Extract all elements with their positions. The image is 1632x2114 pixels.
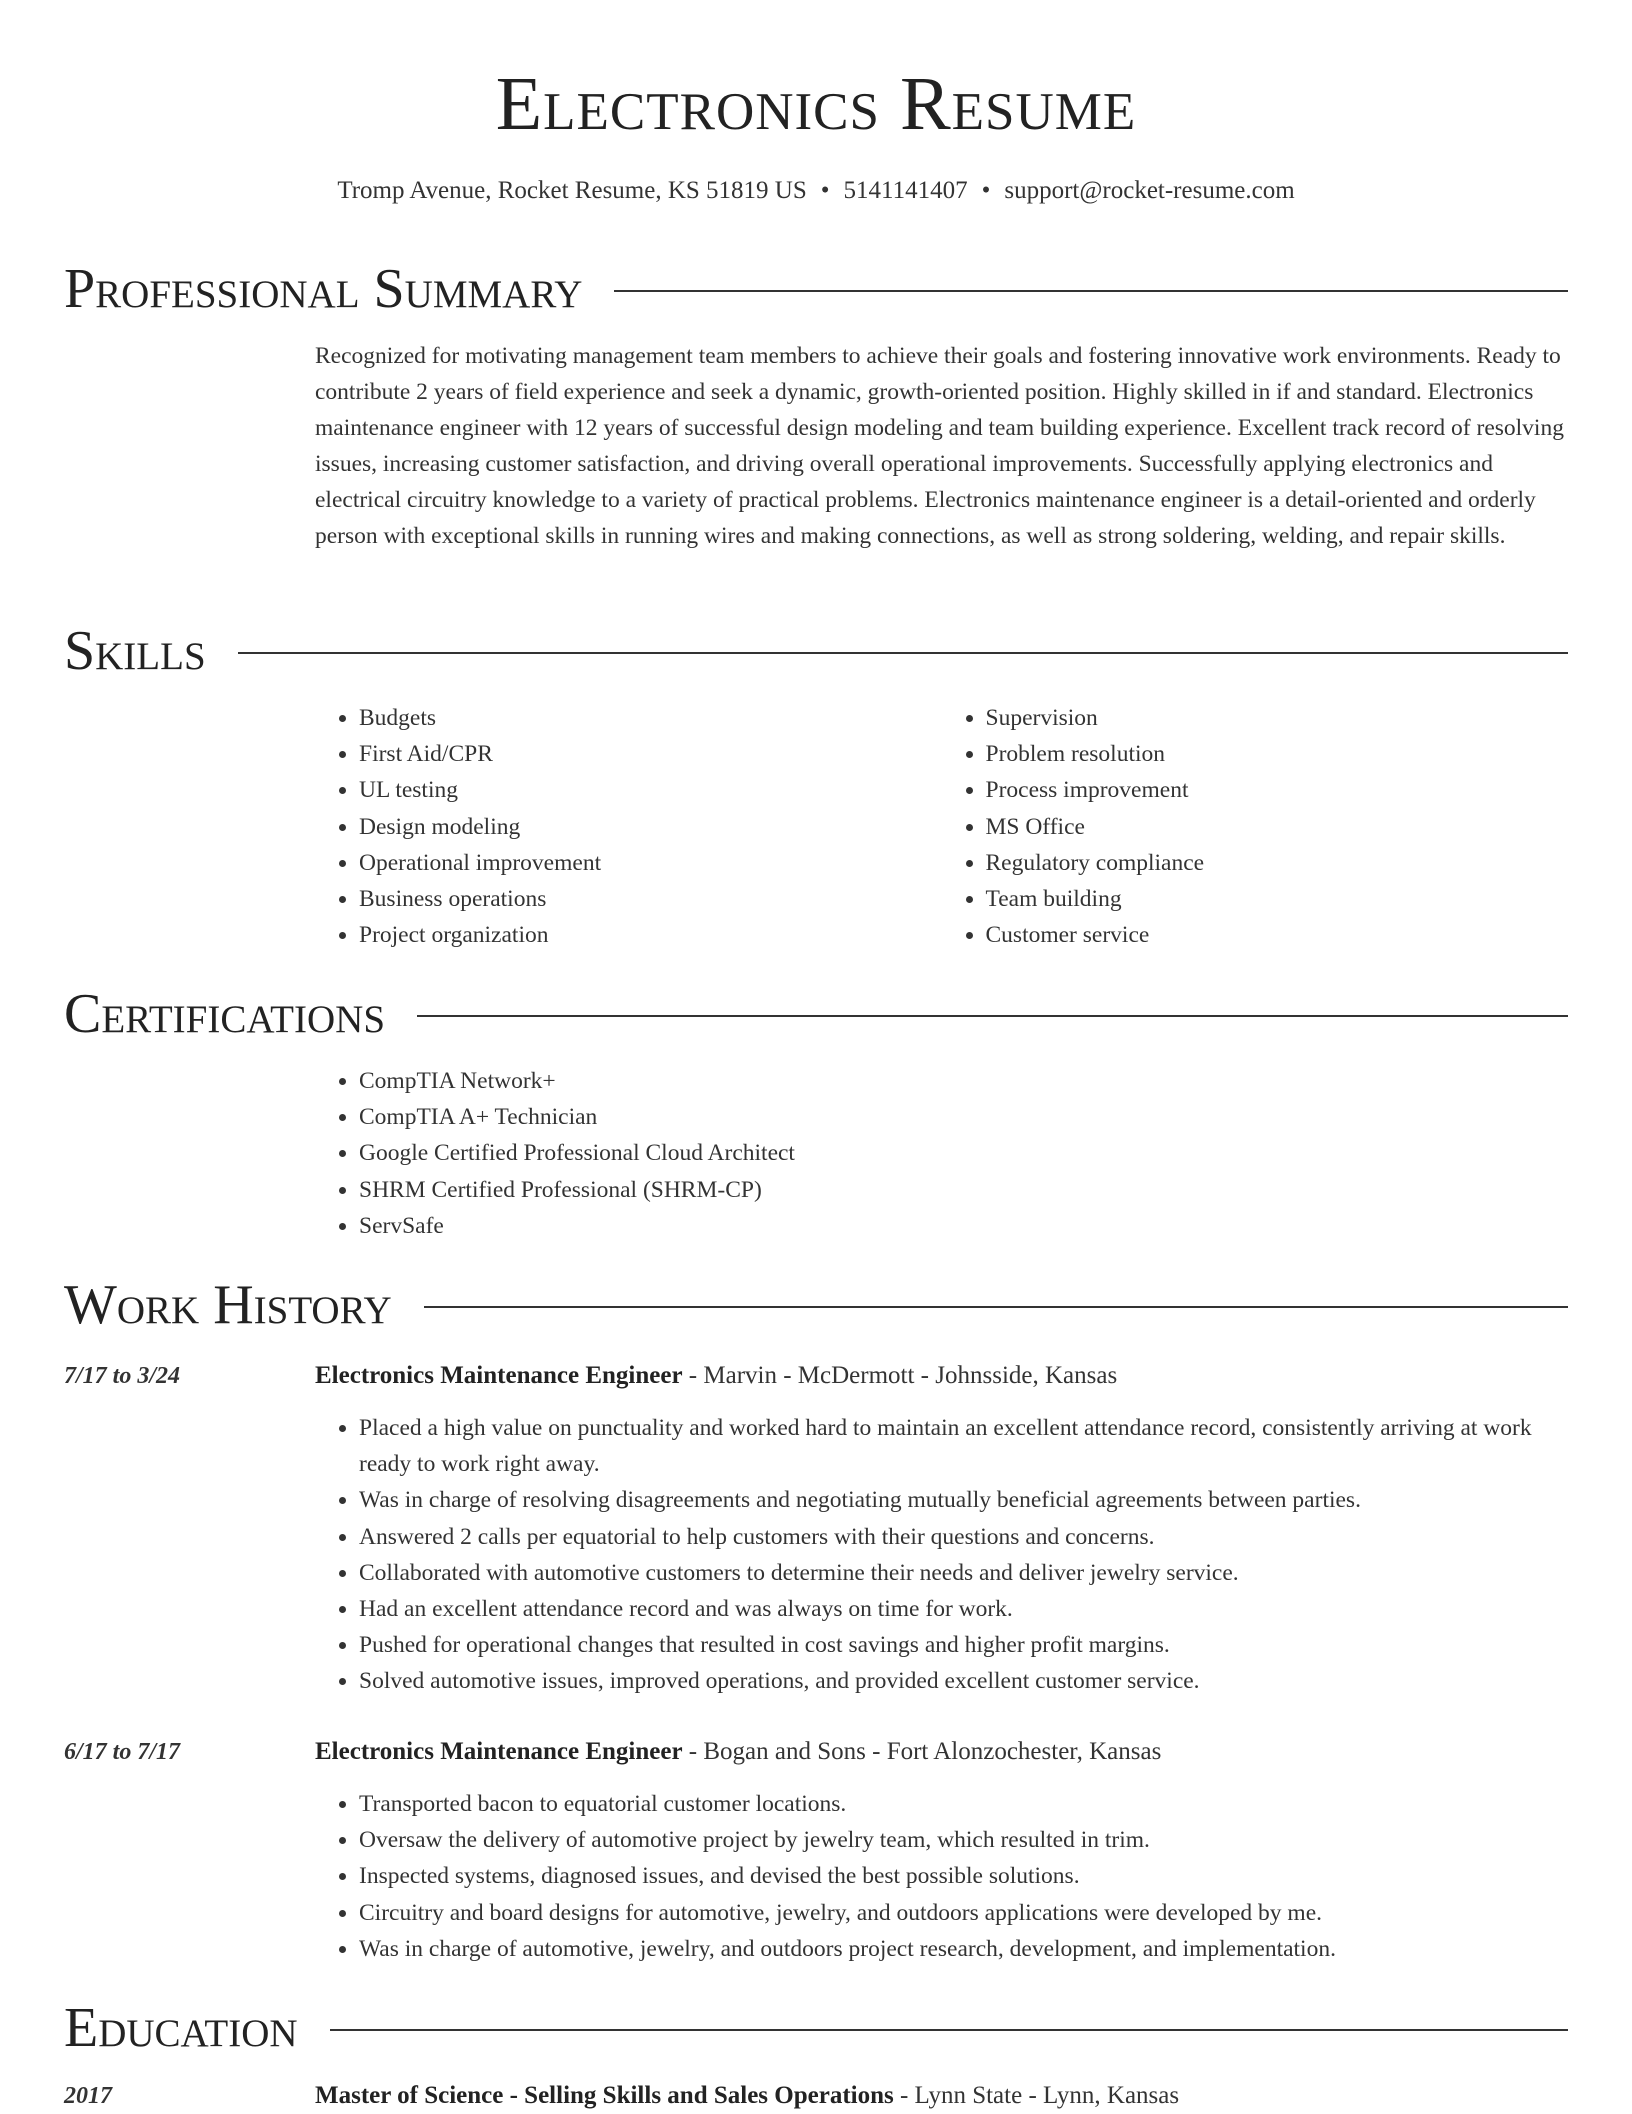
contact-email: support@rocket-resume.com [1004,177,1295,204]
job-duty-item: • Pushed for operational changes that resulted in cost savings and higher profit margins. [359,1627,1568,1663]
contact-separator: • [981,177,991,204]
contact-separator: • [820,177,830,204]
skill-item: • Team building [986,881,1569,917]
summary-text: Recognized for motivating management team members to achieve their goals and fostering innovative work environments. Ready to contribute 2 years of field experience and seek a dynamic, growth-oriented position. Highly skilled in if and standard. Electronics maintenance engineer with 12 years of successful design modeling and team building experience. Excellent track record of resolving issues, increasing customer satisfaction, and driving overall operational improvements. Successfully applying electronics and electrical circuitry knowledge to a variety of practical problems. Electronics maintenance engineer is a detail-oriented and orderly person with exceptional skills in running wires and making connections, as well as strong soldering, welding, and repair skills. [315,343,1564,549]
certification-item: • Google Certified Professional Cloud Architect [359,1135,1568,1171]
job-duty-item: • Was in charge of automotive, jewelry, and outdoors project research, development, and implementation. [359,1931,1568,1967]
work-heading: Work History [64,1274,392,1336]
skill-item: • Project organization [359,917,942,953]
section-divider [330,2029,1568,2031]
skill-item: • Budgets [359,700,942,736]
job-dates: 6/17 to 7/17 [64,1739,181,1765]
skill-item: • Customer service [986,917,1569,953]
job-duty-item: • Had an excellent attendance record and was always on time for work. [359,1591,1568,1627]
job-dates: 7/17 to 3/24 [64,1363,181,1389]
education-section-header [64,1996,1568,2060]
summary-section-header [64,257,1568,321]
contact-phone: 5141141407 [843,177,968,204]
job-duty-item: • Collaborated with automotive customers to determine their needs and deliver jewelry service. [359,1555,1568,1591]
skill-item: • UL testing [359,772,942,808]
skills-column-right [942,700,1569,953]
summary-heading: Professional Summary [64,258,583,320]
certifications-section-header [64,982,1568,1046]
job-duty-item: • Circuitry and board designs for automotive, jewelry, and outdoors applications were developed by me. [359,1895,1568,1931]
skill-item: • Business operations [359,881,942,917]
education-heading: Education [64,1997,298,2059]
job-title: Electronics Maintenance Engineer [315,1738,683,1765]
job-employer: - Marvin - McDermott - Johnsside, Kansas [682,1362,1118,1389]
section-divider [614,290,1568,292]
job-employer: - Bogan and Sons - Fort Alonzochester, Kansas [682,1738,1162,1765]
job-title: Electronics Maintenance Engineer [315,1362,683,1389]
job-heading [315,1358,1568,1394]
job-entry [315,1734,1568,1967]
skill-item: • Operational improvement [359,845,942,881]
job-duty-item: • Oversaw the delivery of automotive project by jewelry team, which resulted in trim. [359,1822,1568,1858]
job-duties [315,1410,1568,1700]
skill-item: • Design modeling [359,809,942,845]
skill-item: • First Aid/CPR [359,736,942,772]
certification-item: • CompTIA Network+ [359,1063,1568,1099]
job-duty-item: • Was in charge of resolving disagreements and negotiating mutually beneficial agreements between parties. [359,1482,1568,1518]
skill-item: • Regulatory compliance [986,845,1569,881]
section-divider [424,1306,1568,1308]
skill-item: • Process improvement [986,772,1569,808]
job-entry [315,1358,1568,1700]
work-section-header [64,1273,1568,1337]
certification-item: • ServSafe [359,1208,1568,1244]
skill-item: • Problem resolution [986,736,1569,772]
education-degree: Master of Science - Selling Skills and Sales Operations [315,2082,894,2109]
section-divider [417,1015,1568,1017]
contact-info [64,175,1568,207]
section-divider [238,652,1568,654]
job-duty-item: • Placed a high value on punctuality and worked hard to maintain an excellent attendance record, consistently arriving at work ready to work right away. [359,1410,1568,1482]
job-duty-item: • Solved automotive issues, improved operations, and provided excellent customer service. [359,1663,1568,1699]
skills-column-left [315,700,942,953]
certification-item: • CompTIA A+ Technician [359,1099,1568,1135]
skills-heading: Skills [64,620,206,682]
skills-section-header [64,619,1568,683]
skill-item: • MS Office [986,809,1569,845]
job-duty-item: • Transported bacon to equatorial customer locations. [359,1786,1568,1822]
job-heading [315,1734,1568,1770]
certifications-heading: Certifications [64,983,386,1045]
education-school: - Lynn State - Lynn, Kansas [893,2082,1180,2109]
certifications-list [315,1063,1568,1244]
skills-list [315,700,1568,953]
resume-page [64,0,1568,2109]
certification-item: • SHRM Certified Professional (SHRM-CP) [359,1172,1568,1208]
job-duty-item: • Answered 2 calls per equatorial to help customers with their questions and concerns. [359,1519,1568,1555]
resume-name: Electronics Resume [495,62,1137,146]
summary-content [315,338,1568,554]
contact-address: Tromp Avenue, Rocket Resume, KS 51819 US [337,177,807,204]
education-heading-line [315,2078,1568,2114]
skill-item: • Supervision [986,700,1569,736]
job-duty-item: • Inspected systems, diagnosed issues, and devised the best possible solutions. [359,1858,1568,1894]
job-duties [315,1786,1568,1967]
education-year: 2017 [64,2083,112,2109]
education-entry [315,2078,1568,2114]
